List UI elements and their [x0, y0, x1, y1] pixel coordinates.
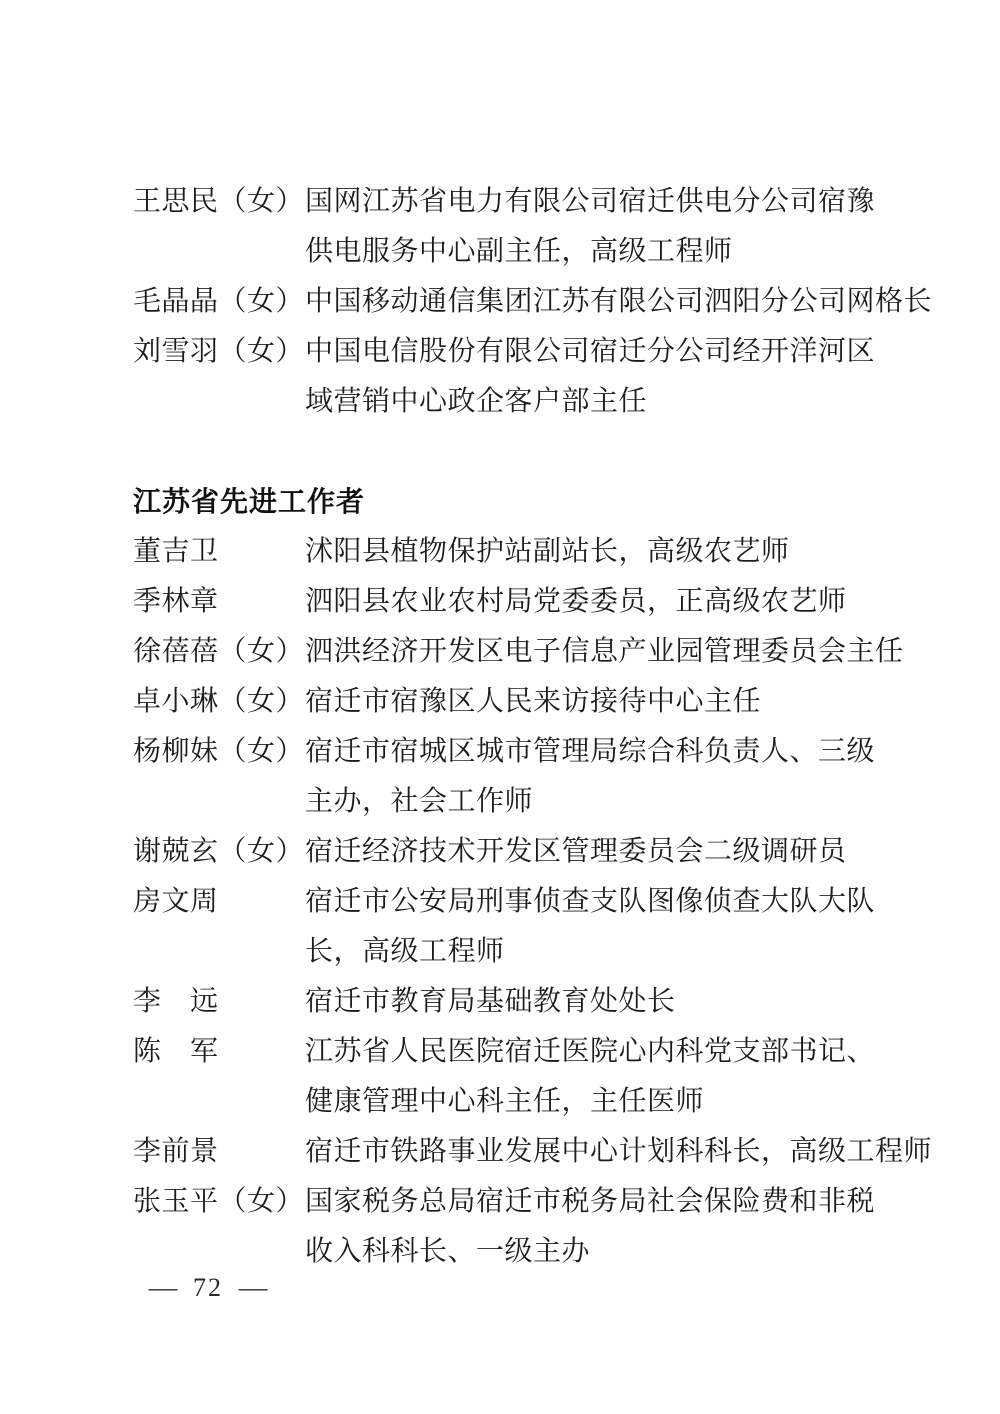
position-line: 长，高级工程师 [305, 936, 505, 967]
position-line: 中国移动通信集团江苏有限公司泗阳分公司网格长 [305, 286, 933, 317]
position-line: 国网江苏省电力有限公司宿迁供电分公司宿豫 [305, 186, 876, 217]
position-line: 供电服务中心副主任，高级工程师 [305, 236, 733, 267]
entry-name-cell [133, 177, 305, 227]
entry-name: 陈 军 [133, 1036, 219, 1067]
position-line: 国家税务总局宿迁市税务局社会保险费和非税 [305, 1186, 876, 1217]
award-entry-row [133, 277, 933, 327]
entry-position [305, 1027, 878, 1127]
entry-name-cell [133, 627, 305, 677]
position-line: 宿迁市宿豫区人民来访接待中心主任 [305, 686, 762, 717]
entry-position [305, 1127, 933, 1177]
page-content [133, 177, 933, 1277]
entry-gender-marker: （女） [218, 686, 305, 717]
entry-name-cell [133, 877, 305, 927]
position-line: 主办，社会工作师 [305, 786, 534, 817]
entry-position [305, 177, 878, 277]
entry-name-cell [133, 727, 305, 777]
entry-position [305, 627, 904, 677]
entry-name-cell [133, 327, 305, 377]
position-line: 宿迁市教育局基础教育处处长 [305, 986, 676, 1017]
footer-dash-right: — [238, 1273, 268, 1302]
position-line: 域营销中心政企客户部主任 [305, 386, 648, 417]
award-entry-row [133, 977, 878, 1027]
entry-name: 季林章 [133, 586, 219, 617]
entry-gender-marker: （女） [218, 186, 305, 217]
entry-name: 刘雪羽 [133, 336, 219, 367]
position-line: 宿迁市公安局刑事侦查支队图像侦查大队大队 [305, 886, 876, 917]
award-entry-row [133, 1027, 878, 1127]
entry-position [305, 977, 878, 1027]
entry-gender-marker: （女） [218, 336, 305, 367]
award-entry-row [133, 677, 878, 727]
entry-name: 毛晶晶 [133, 286, 219, 317]
award-entry-row [133, 827, 878, 877]
entry-name-cell [133, 1177, 305, 1227]
position-line: 中国电信股份有限公司宿迁分公司经开洋河区 [305, 336, 876, 367]
entry-name-cell [133, 577, 305, 627]
position-line: 泗阳县农业农村局党委委员，正高级农艺师 [305, 586, 847, 617]
entry-name: 李 远 [133, 986, 219, 1017]
award-entry-row [133, 577, 878, 627]
entry-gender-marker: （女） [218, 836, 305, 867]
section-entries-list [133, 527, 933, 1277]
entry-position [305, 677, 878, 727]
award-entry-row [133, 877, 878, 977]
entry-gender-marker: （女） [218, 1186, 305, 1217]
entry-name: 徐蓓蓓 [133, 636, 219, 667]
position-line: 江苏省人民医院宿迁医院心内科党支部书记、 [305, 1036, 876, 1067]
award-entry-row [133, 1127, 933, 1177]
entry-position [305, 577, 878, 627]
position-line: 宿迁市宿城区城市管理局综合科负责人、三级 [305, 736, 876, 767]
entry-position [305, 277, 933, 327]
entry-name-cell [133, 1027, 305, 1077]
entry-name: 房文周 [133, 886, 219, 917]
position-line: 健康管理中心科主任，主任医师 [305, 1086, 705, 1117]
section-title: 江苏省先进工作者 [133, 486, 366, 517]
page-number: 72 [193, 1273, 223, 1302]
award-entry-row [133, 1177, 878, 1277]
award-entry-row [133, 327, 878, 427]
entry-name: 李前景 [133, 1136, 219, 1167]
entry-position [305, 527, 878, 577]
entry-position [305, 877, 878, 977]
entry-name: 王思民 [133, 186, 219, 217]
award-entry-row [133, 727, 878, 827]
footer-dash-left: — [148, 1273, 178, 1302]
award-entry-row [133, 627, 904, 677]
position-line: 宿迁经济技术开发区管理委员会二级调研员 [305, 836, 847, 867]
section-gap [133, 427, 878, 477]
position-line: 泗洪经济开发区电子信息产业园管理委员会主任 [305, 636, 904, 667]
entry-name-cell [133, 527, 305, 577]
entry-gender-marker: （女） [218, 636, 305, 667]
entry-position [305, 1177, 878, 1277]
entry-name: 张玉平 [133, 1186, 219, 1217]
entry-position [305, 827, 878, 877]
position-line: 宿迁市铁路事业发展中心计划科科长，高级工程师 [305, 1136, 933, 1167]
entry-position [305, 327, 878, 427]
page-footer [150, 1274, 266, 1302]
entry-name: 杨柳妹 [133, 736, 219, 767]
carryover-entries-list [133, 177, 933, 427]
entry-name-cell [133, 277, 305, 327]
award-entry-row [133, 527, 878, 577]
entry-name-cell [133, 827, 305, 877]
entry-position [305, 727, 878, 827]
entry-gender-marker: （女） [218, 286, 305, 317]
entry-name: 董吉卫 [133, 536, 219, 567]
entry-gender-marker: （女） [218, 736, 305, 767]
entry-name-cell [133, 977, 305, 1027]
award-entry-row [133, 177, 878, 277]
entry-name-cell [133, 677, 305, 727]
entry-name: 谢兢玄 [133, 836, 219, 867]
position-line: 收入科科长、一级主办 [305, 1236, 591, 1267]
entry-name: 卓小琳 [133, 686, 219, 717]
position-line: 沭阳县植物保护站副站长，高级农艺师 [305, 536, 790, 567]
entry-name-cell [133, 1127, 305, 1177]
